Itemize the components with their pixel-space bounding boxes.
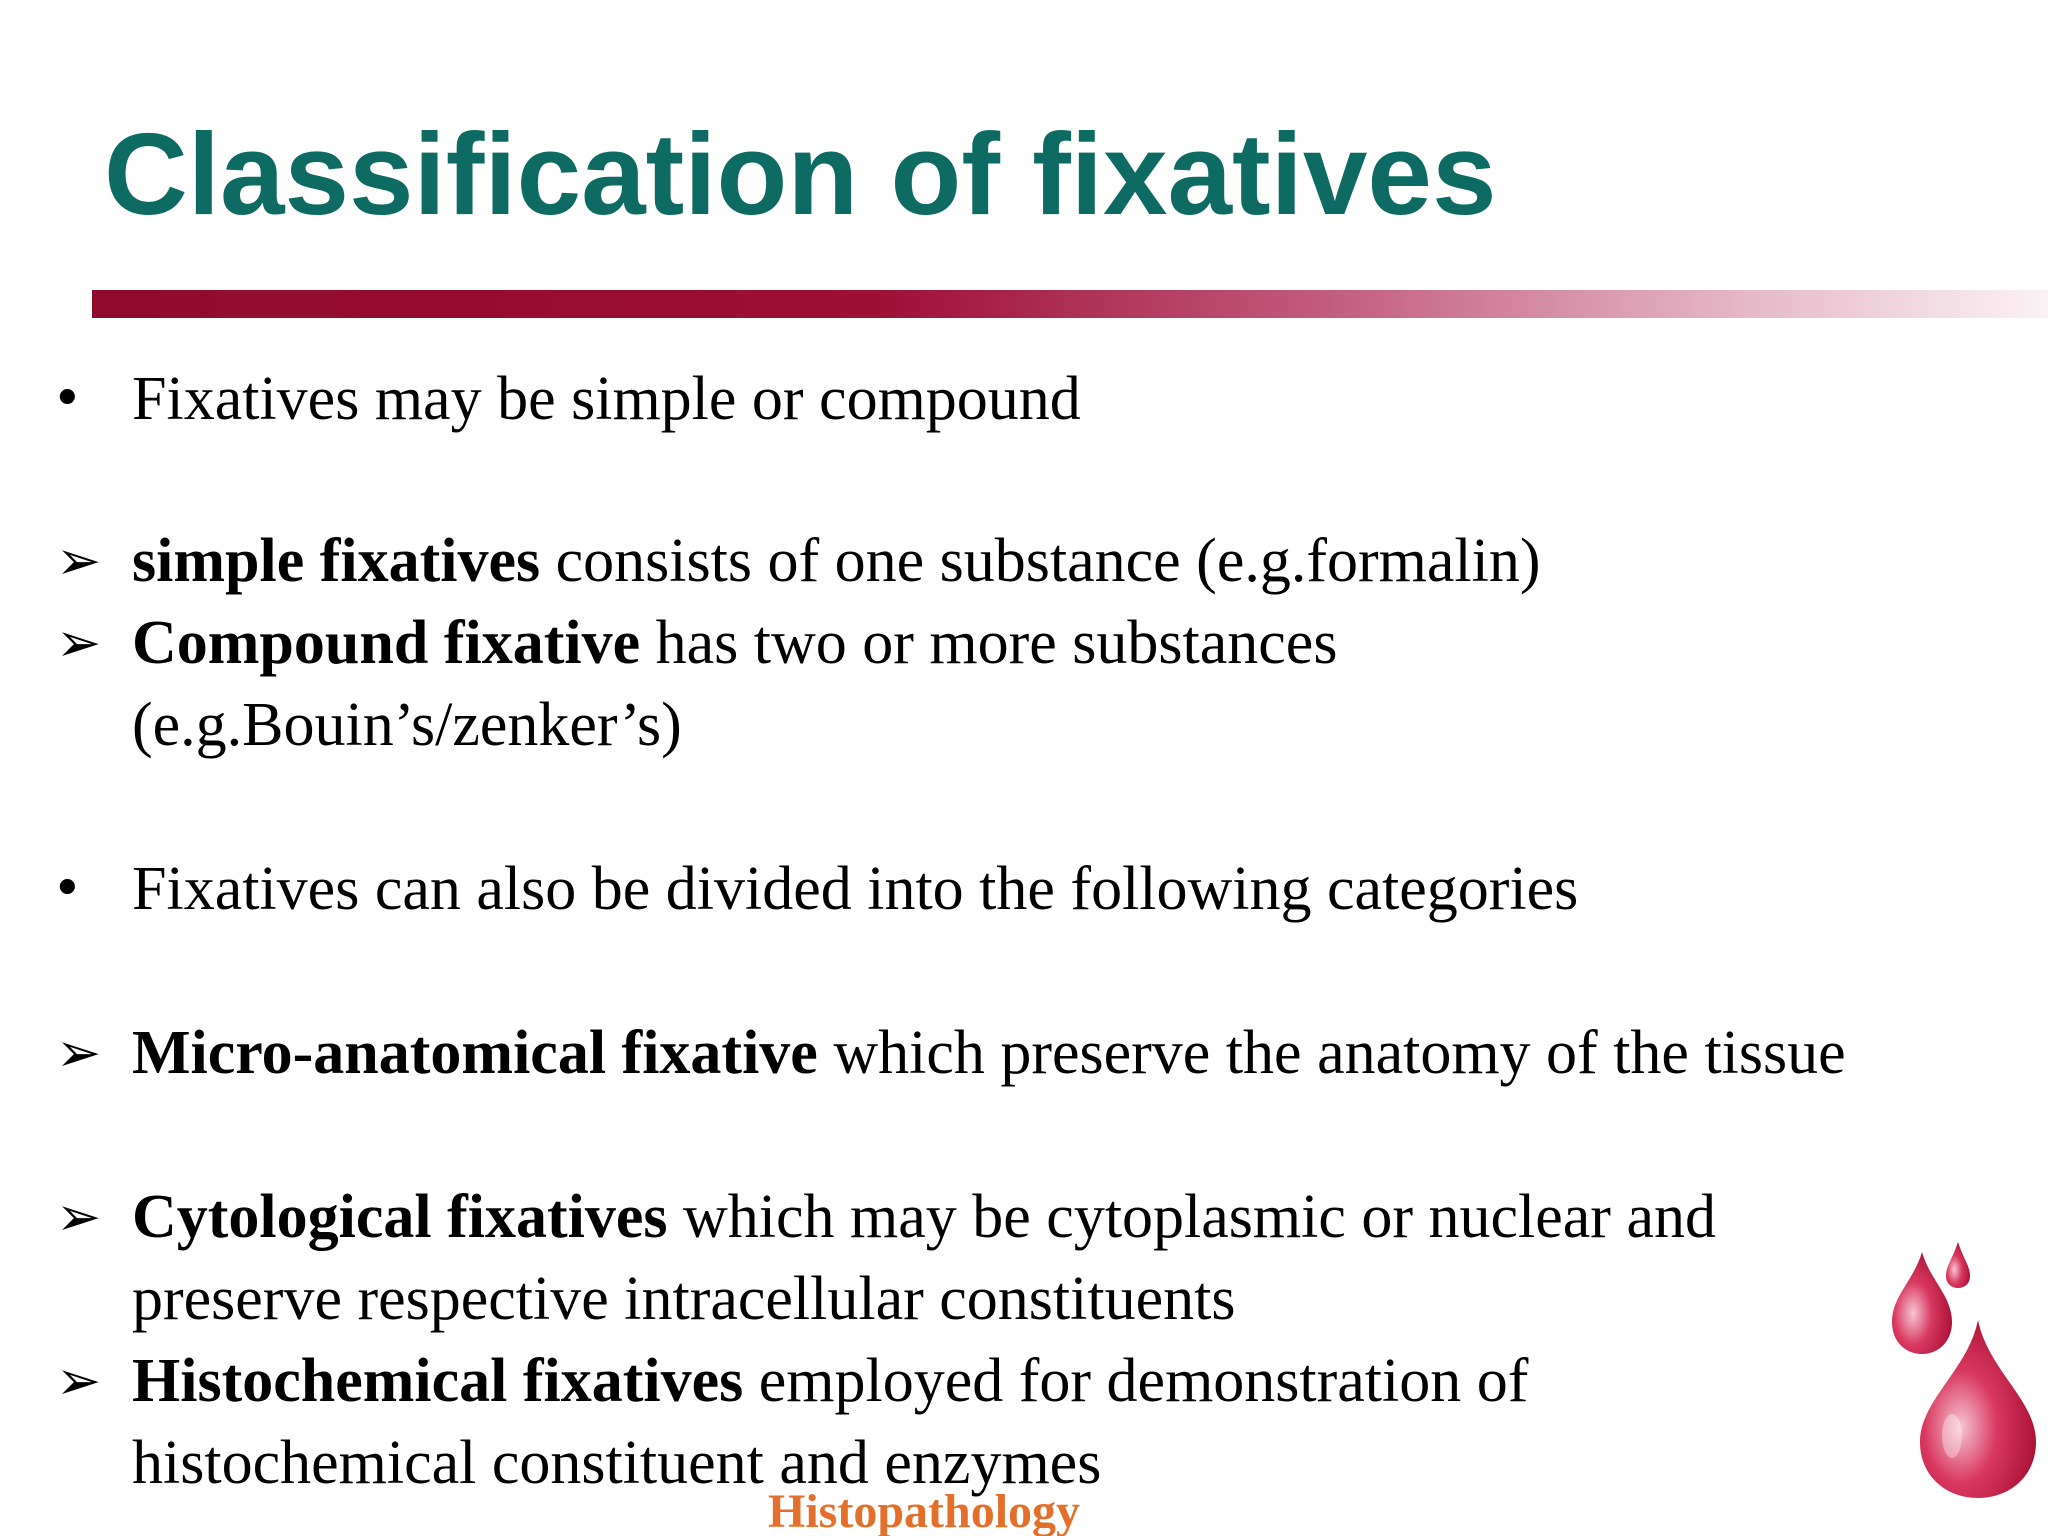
list-item-bold: Histochemical fixatives [132,1347,744,1415]
list-item-text [132,848,1892,930]
arrow-bullet-icon: ➢ [56,1185,102,1248]
list-item-text [132,1012,1852,1094]
list-item-body: which preserve the anatomy of the tissue [817,1019,1846,1087]
blood-drops-icon [1880,1230,2040,1510]
list-item-bold: Compound fixative [132,609,641,677]
arrow-bullet-icon: ➢ [56,1021,102,1084]
list-item-body: has two or more substances (e.g.Bouin’s/zenker’s) [132,609,1338,759]
list-item-text [132,358,1892,440]
list-item-body: Fixatives can also be divided into the following categories [132,855,1579,923]
list-item-body: which may be cytoplasmic or nuclear and preserve respective intracellular constituents [132,1183,1716,1333]
arrow-bullet-icon: ➢ [56,529,102,592]
list-item-bold: simple fixatives [132,527,541,595]
list-item-body: Fixatives may be simple or compound [132,365,1081,433]
slide-title: Classification of fixatives [104,109,1497,239]
footer-label: Histopathology [768,1485,1081,1536]
list-item-text [132,1176,1892,1340]
list-item-bold: Cytological fixatives [132,1183,668,1251]
list-item-text [132,1340,1752,1504]
list-item-bold: Micro-anatomical fixative [132,1019,818,1087]
arrow-bullet-icon: ➢ [56,611,102,674]
list-item-text [132,602,1512,766]
list-item-body: consists of one substance (e.g.formalin) [540,527,1541,595]
bullet-dot-icon: • [52,859,83,919]
list-item-text [132,520,1892,602]
list-item-body: employed for demonstration of histochemical constituent and enzymes [132,1347,1529,1497]
title-divider [92,290,2048,318]
arrow-bullet-icon: ➢ [56,1349,102,1412]
bullet-dot-icon: • [52,369,83,429]
